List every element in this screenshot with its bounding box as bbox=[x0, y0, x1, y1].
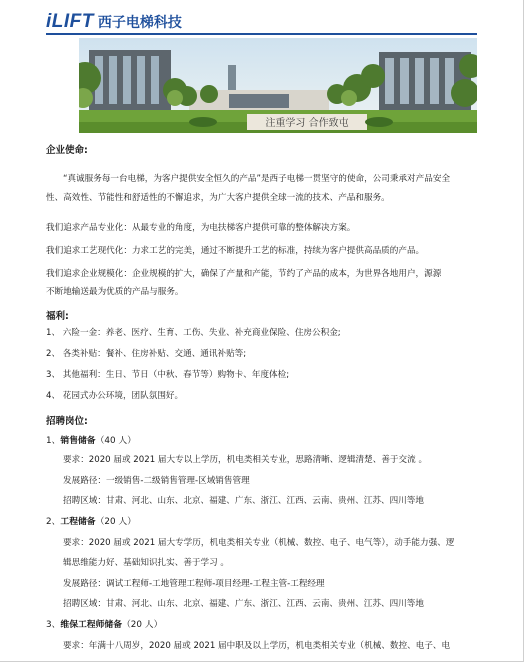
company-header bbox=[46, 12, 182, 32]
mission-title: 企业使命: bbox=[46, 145, 88, 156]
job-sales-requirement: 要求：2020 届或 2021 届大专以上学历，机电类相关专业，思路清晰、逻辑清楚、善于交流 。 bbox=[63, 455, 428, 465]
welfare-item: 4、 花园式办公环境，团队氛围好。 bbox=[46, 391, 184, 401]
welfare-item: 1、 六险一金：养老、医疗、生育、工伤、失业、补充商业保险、住房公积金; bbox=[46, 328, 341, 338]
welfare-title: 福利: bbox=[46, 311, 69, 322]
job-name: 维保工程师储备 bbox=[60, 620, 122, 630]
campus-photo bbox=[79, 38, 477, 133]
job-count: （20 人） bbox=[122, 620, 163, 630]
mission-paragraph-3-line1: 我们追求企业规模化：企业规模的扩大，确保了产量和产能，节约了产品的成本，为世界各地用户，源源 bbox=[46, 269, 442, 279]
mission-paragraph-2: 我们追求工艺现代化：力求工艺的完美，通过不断提升工艺的标准，持续为客户提供高品质的产品。 bbox=[46, 246, 425, 256]
welfare-item: 3、 其他福利：生日、节日（中秋、春节等）购物卡、年度体检; bbox=[46, 370, 290, 380]
company-name: 西子电梯科技 bbox=[97, 15, 182, 31]
job-count: （40 人） bbox=[95, 436, 136, 446]
mission-intro-line2: 性、高效性、节能性和舒适性的不懈追求，为广大客户提供全球一流的技术、产品和服务。 bbox=[46, 193, 390, 203]
job-sales-area: 招聘区域：甘肃、河北、山东、北京、福建、广东、浙江、江西、云南、贵州、江苏、四川等地 bbox=[63, 496, 424, 506]
job-name: 工程储备 bbox=[60, 517, 96, 527]
banner-text: 注重学习 合作致屯 bbox=[265, 118, 349, 129]
company-logo: iLIFT bbox=[46, 11, 94, 32]
job-maintenance-requirement-line1: 要求：年满十八周岁，2020 届或 2021 届中职及以上学历，机电类相关专业（机械、数控、电子、电 bbox=[63, 641, 451, 651]
jobs-title: 招聘岗位: bbox=[46, 416, 88, 427]
header-divider bbox=[46, 33, 477, 35]
job-engineering-requirement-line1: 要求：2020 届或 2021 届大专学历，机电类相关专业（机械、数控、电子、电气等），动手能力强、逻 bbox=[63, 538, 455, 548]
job-sales-heading bbox=[46, 433, 136, 446]
job-engineering-path: 发展路径：调试工程师-工地管理工程师-项目经理-工程主管-工程经理 bbox=[63, 579, 325, 589]
job-number: 3、 bbox=[46, 620, 61, 630]
welfare-item: 2、 各类补贴：餐补、住房补贴、交通、通讯补贴等; bbox=[46, 349, 247, 359]
job-number: 2、 bbox=[46, 517, 61, 527]
mission-intro-line1: “真诚服务每一台电梯，为客户提供安全恒久的产品”是西子电梯一贯坚守的使命，公司秉承对产品安全 bbox=[63, 174, 451, 184]
job-number: 1、 bbox=[46, 436, 61, 446]
mission-paragraph-3-line2: 不断地输送最为优质的产品与服务。 bbox=[46, 287, 184, 297]
job-sales-path: 发展路径：一级销售-二级销售管理-区域销售管理 bbox=[63, 476, 250, 486]
mission-paragraph-1: 我们追求产品专业化：从最专业的角度，为电扶梯客户提供可靠的整体解决方案。 bbox=[46, 223, 356, 233]
job-engineering-heading bbox=[46, 514, 136, 527]
job-name: 销售储备 bbox=[60, 436, 96, 446]
job-count: （20 人） bbox=[95, 517, 136, 527]
job-maintenance-heading bbox=[46, 617, 162, 630]
job-engineering-requirement-line2: 辑思维能力好、基础知识扎实、善于学习 。 bbox=[63, 558, 230, 568]
job-engineering-area: 招聘区域：甘肃、河北、山东、北京、福建、广东、浙江、江西、云南、贵州、江苏、四川等地 bbox=[63, 599, 424, 609]
